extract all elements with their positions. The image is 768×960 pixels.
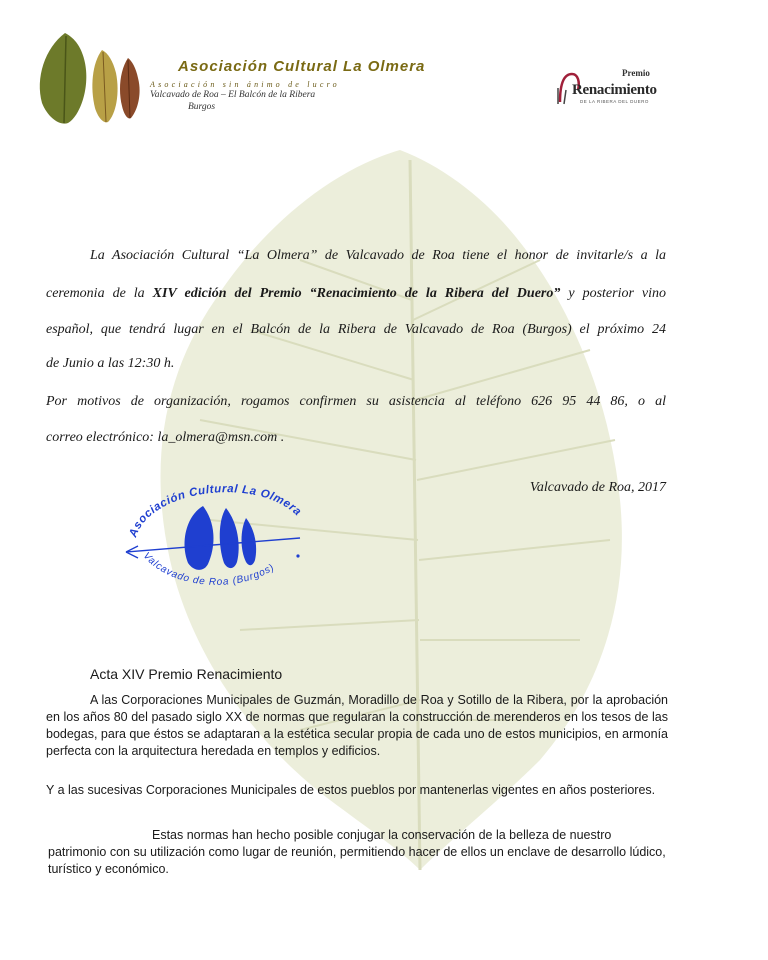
invitation-line-2 [46,284,666,304]
org-name: Asociación Cultural La Olmera [178,58,426,75]
olmera-leaves-logo [30,28,150,128]
stamp-bottom-text: Valcavado de Roa (Burgos) [140,550,277,588]
stamp-leaf-2 [220,508,239,568]
svg-text:Asociación Cultural La Olmera [127,483,304,540]
invitation-line-6 [46,428,666,448]
invitation-line-5-text: Por motivos de organización, rogamos confirmen su asistencia al teléfono 626 95 44 86, o al [46,394,666,409]
acta-paragraph-3-text: Estas normas han hecho posible conjugar la conservación de la belleza de nuestro patrimonio con su utilización como lugar de reunión, permitiendo hacer de ellos un enclave de desarrollo lúdico, turístico y económico. [48,828,666,876]
invitation-line-4 [46,354,666,374]
acta-title: Acta XIV Premio Renacimiento [90,666,283,682]
premio-subtitle: DE LA RIBERA DEL DUERO [580,99,649,104]
org-location: Valcavado de Roa – El Balcón de la Ribera [150,90,316,100]
association-stamp [118,468,308,598]
acta-paragraph-3 [48,827,668,878]
premio-name: Renacimiento [572,82,657,98]
stamp-top-text: Asociación Cultural La Olmera [127,483,304,539]
acta-paragraph-1-text: A las Corporaciones Municipales de Guzmán, Moradillo de Roa y Sotillo de la Ribera, por la aprobación en los años 80 del pasado siglo XX de normas que regularan la construcción de merenderos en los tesos de las bodegas, para que éstos se adaptaran a la estética secular propia de cada uno de estos municipios, en armonía perfecta con la arquitectura heredada en templos y edificios. [46,693,668,758]
acta-paragraph-2-text: Y a las sucesivas Corporaciones Municipales de estos pueblos por mantenerlas vigentes en años posteriores. [46,783,656,797]
stamp-leaf-1 [184,506,213,570]
premio-edition-title: XIV edición del Premio “Renacimiento de la Ribera del Duero” [152,286,561,301]
invitation-line-1-text: La Asociación Cultural “La Olmera” de Valcavado de Roa tiene el honor de invitarle/s a la [90,248,666,263]
acta-paragraph-1 [46,692,668,760]
invitation-line-3-text: español, que tendrá lugar en el Balcón de la Ribera de Valcavado de Roa (Burgos) el próximo 24 [46,322,666,337]
premio-word: Premio [622,68,650,78]
invitation-line-2-end: y posterior vino [560,286,666,301]
invitation-line-2-start: ceremonia de la [46,286,153,301]
invitation-line-3 [46,320,666,340]
org-province: Burgos [188,102,216,112]
org-tagline: Asociación sin ánimo de lucro [150,80,340,89]
invitation-line-1 [46,246,666,266]
acta-paragraph-2 [46,782,668,799]
invitation-line-4-text: de Junio a las 12:30 h. [46,356,175,371]
place-date: Valcavado de Roa, 2017 [529,480,666,495]
invitation-line-5 [46,392,666,412]
invitation-line-6-text: correo electrónico: la_olmera@msn.com . [46,430,285,445]
